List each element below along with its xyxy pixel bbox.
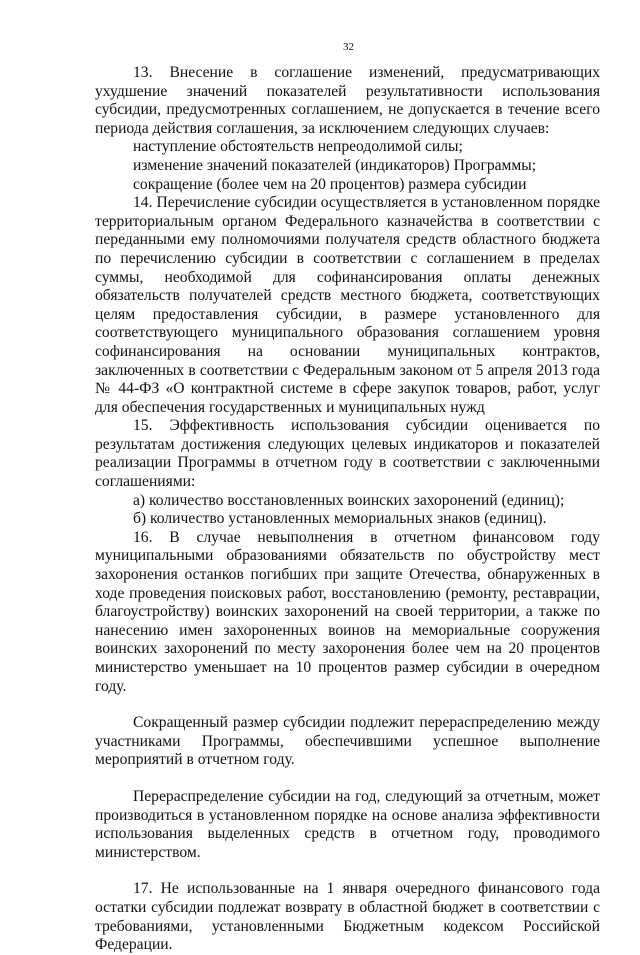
page-number: 32 [343, 41, 354, 53]
case-subsidy-reduction: сокращение (более чем на 20 процентов) размера субсидии [133, 175, 527, 193]
paragraph-17: 17. Не использованные на 1 января очередного финансового года остатки субсидии подлежат возврату в областной бюджет в соответствии с требованиями, установленными Бюджетным кодексом Российской Федерации. [95, 880, 600, 954]
paragraph-14: 14. Перечисление субсидии осуществляется в установленном порядке территориальным органом Федерального казначейства в соответствии с переданными ему полномочиями получателя средств областного бюджета по перечислению субсидии в соответствии с соглашением в пределах суммы, необходимой для софинансирования оплаты денежных обязательств получателей средств местного бюджета, соответствующих целям предоставления субсидии, в размере установленного для соответствующего муниципального образования соглашением уровня софинансирования на основании муниципальных контрактов, заключенных в соответствии с Федеральным законом от 5 апреля 2013 года № 44-ФЗ «О контрактной системе в сфере закупок товаров, работ, услуг для обеспечения государственных и муниципальных нужд [95, 194, 600, 416]
paragraph-reduced-subsidy: Сокращенный размер субсидии подлежит перераспределению между участниками Программы, обеспечившими успешное выполнение мероприятий в отчетном году. [95, 714, 600, 769]
case-indicator-change: изменение значений показателей (индикаторов) Программы; [133, 156, 537, 174]
document-page [95, 40, 600, 955]
indicator-a: а) количество восстановленных воинских захоронений (единиц); [133, 491, 565, 509]
indicator-b: б) количество установленных мемориальных знаков (единиц). [133, 510, 547, 528]
paragraph-13: 13. Внесение в соглашение изменений, предусматривающих ухудшение значений показателей результативности использования субсидии, предусмотренных соглашением, не допускается в течение всего периода действия соглашения, за исключением следующих случаев: [95, 64, 600, 137]
paragraph-redistribution: Перераспределение субсидии на год, следующий за отчетным, может производиться в установленном порядке на основе анализа эффективности использования выделенных средств в отчетном году, проводимого министерством. [95, 787, 600, 861]
paragraph-15: 15. Эффективность использования субсидии оценивается по результатам достижения следующих целевых индикаторов и показателей реализации Программы в отчетном году в соответствии с заключенными соглашениями: [95, 417, 600, 491]
paragraph-16: 16. В случае невыполнения в отчетном финансовом году муниципальными образованиями обязательств по обустройству мест захоронения останков погибших при защите Отечества, обнаруженных в ходе проведения поисковых работ, восстановлению (ремонту, реставрации, благоустройству) воинских захоронений на своей территории, а также по нанесению имен захороненных воинов на мемориальные сооружения воинских захоронений по месту захоронения более чем на 20 процентов министерство уменьшает на 10 процентов размер субсидии в очередном году. [95, 528, 600, 695]
case-force-majeure: наступление обстоятельств непреодолимой силы; [133, 138, 463, 156]
